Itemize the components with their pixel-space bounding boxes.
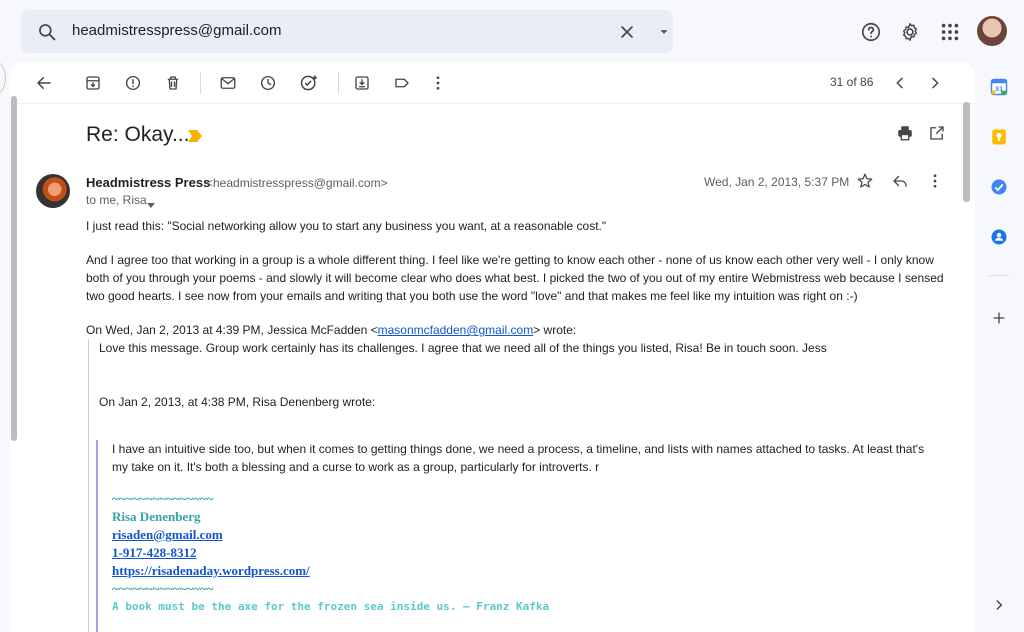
move-to-icon[interactable] [352, 73, 372, 93]
print-icon[interactable] [896, 124, 914, 147]
message-date: Wed, Jan 2, 2013, 5:37 PM [704, 175, 850, 189]
quoted-sender-email-link[interactable]: masonmcfadden@gmail.com [377, 323, 534, 337]
settings-gear-icon[interactable] [899, 21, 921, 48]
expand-panel-chevron-icon[interactable] [989, 595, 1009, 615]
message-scrollbar[interactable] [963, 102, 970, 202]
search-icon[interactable] [37, 22, 57, 47]
contacts-app-icon[interactable] [989, 227, 1009, 247]
show-details-chevron-icon[interactable] [146, 197, 156, 215]
signature-name: Risa Denenberg [112, 509, 201, 524]
toolbar-divider [200, 72, 201, 94]
sender-email: <headmistresspress@gmail.com> [206, 176, 388, 190]
search-input[interactable] [72, 22, 572, 39]
quote-header-suffix: > wrote: [533, 323, 577, 337]
newer-chevron-left-icon[interactable] [890, 73, 910, 93]
message-paragraph: I just read this: "Social networking allow you to start any business you want, at a reasonable cost." [86, 219, 607, 233]
mail-panel [10, 62, 975, 632]
reply-icon[interactable] [891, 172, 909, 195]
signature-phone-link[interactable]: 1-917-428-8312 [112, 545, 197, 560]
mark-unread-mail-icon[interactable] [218, 73, 238, 93]
left-scrollbar[interactable] [11, 96, 17, 441]
help-icon[interactable] [860, 21, 882, 48]
signature-website-link[interactable]: https://risadenaday.wordpress.com/ [112, 563, 310, 578]
open-new-window-icon[interactable] [928, 124, 946, 147]
compose-edge [0, 60, 6, 96]
nested-quoted-text: I have an intuitive side too, but when it comes to getting things done, we need a process, a timeline, and lists with names attached to tasks. At least that's my take on it. It's both a blessing and a curse to work as a group, particularly for introverts. r [112, 442, 925, 474]
archive-icon[interactable] [83, 73, 103, 93]
star-icon[interactable] [856, 172, 874, 195]
quoted-text: Love this message. Group work certainly has its challenges. I agree that we need all of the things you listed, Risa! Be in touch soon. Jess [99, 341, 827, 355]
search-options-icon[interactable] [657, 25, 671, 44]
side-panel-rail [975, 62, 1024, 632]
rail-divider [989, 275, 1009, 276]
report-spam-icon[interactable] [123, 73, 143, 93]
snooze-clock-icon[interactable] [258, 73, 278, 93]
back-arrow-icon[interactable] [34, 73, 54, 93]
add-task-icon[interactable] [299, 73, 319, 93]
svg-text:31: 31 [994, 85, 1004, 93]
apps-grid-icon[interactable] [939, 21, 961, 48]
quote-header-text: On Wed, Jan 2, 2013 at 4:39 PM, Jessica McFadden < [86, 323, 378, 337]
label-icon[interactable] [392, 73, 412, 93]
search-bar[interactable] [21, 10, 673, 53]
sender-name[interactable]: Headmistress Press [86, 175, 211, 190]
signature-email-link[interactable]: risaden@gmail.com [112, 527, 223, 542]
recipients-line: to me, Risa [86, 193, 147, 207]
quote-header [86, 321, 946, 339]
keep-app-icon[interactable] [989, 127, 1009, 147]
add-addon-plus-icon[interactable] [989, 308, 1009, 328]
email-subject: Re: Okay... [86, 123, 190, 146]
signature-divider: ~~~~~~~~~~~~~~~ [112, 581, 214, 596]
account-avatar[interactable] [977, 16, 1007, 46]
nested-quote-header: On Jan 2, 2013, at 4:38 PM, Risa Denenberg wrote: [99, 395, 376, 409]
tasks-app-icon[interactable] [989, 177, 1009, 197]
message-more-icon[interactable] [926, 172, 944, 195]
signature-divider: ~~~~~~~~~~~~~~~ [112, 491, 214, 506]
delete-trash-icon[interactable] [163, 73, 183, 93]
clear-search-icon[interactable] [617, 22, 637, 47]
message-paragraph: And I agree too that working in a group is a whole different thing. I feel like we're getting to know each other - none of us know each other very well - I only know both of you through your poems - and slowly it will become clear who does what best. I picked the two of you out of my entire Webmistress web because I sensed two good hearts. I see now from your emails and writing that you both use the word "love" and that makes me feel like my intuition was right on :-) [86, 253, 944, 303]
nested-quoted-message [96, 440, 948, 632]
signature-quote: A book must be the axe for the frozen sea inside us. — Franz Kafka [112, 600, 550, 613]
older-chevron-right-icon[interactable] [925, 73, 945, 93]
top-bar [0, 0, 1024, 62]
toolbar-divider [338, 72, 339, 94]
calendar-app-icon[interactable] [989, 77, 1009, 97]
important-marker-icon[interactable] [188, 129, 202, 147]
message-toolbar [10, 62, 975, 104]
more-options-icon[interactable] [428, 73, 448, 93]
sender-avatar[interactable] [36, 174, 70, 208]
message-counter: 31 of 86 [830, 75, 874, 89]
